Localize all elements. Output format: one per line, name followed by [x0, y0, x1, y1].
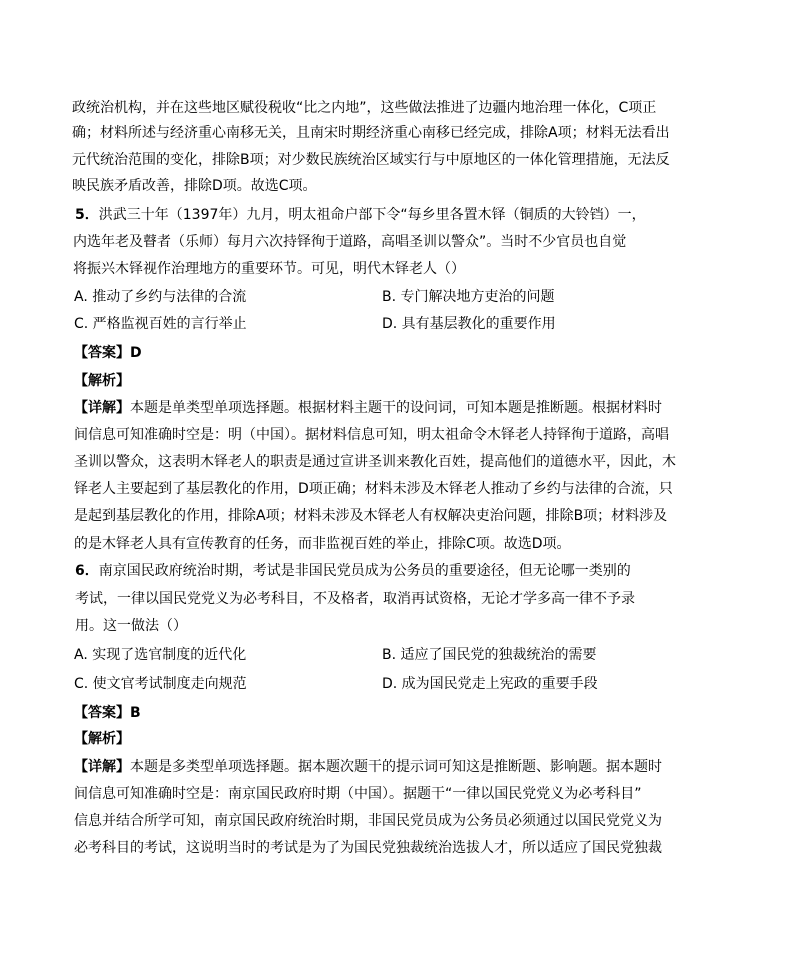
text-line: 元代统治范围的变化，排除B项；对少数民族统治区域实行与中原地区的一体化管理措施，无法反	[72, 152, 670, 168]
detail-line: 是起到基层教化的作用，排除A项；材料未涉及木铎老人有权解决吏治问题，排除B项；材料涉及	[74, 508, 668, 524]
detail-line: 铎老人主要起到了基层教化的作用，D项正确；材料未涉及木铎老人推动了乡约与法律的合流，只	[74, 481, 673, 497]
detail-line: 间信息可知准确时空是：明（中国）。据材料信息可知，明太祖命令木铎老人持铎徇于道路，高唱	[74, 427, 669, 443]
detail-tag: 【详解】	[74, 759, 130, 775]
detail-line: 间信息可知准确时空是：南京国民政府时期（中国）。据题干“一律以国民党党义为必考科目”	[74, 786, 642, 802]
analysis-tag: 【解析】	[74, 731, 130, 747]
detail-line: 圣训以警众，这表明木铎老人的职责是通过宣讲圣训来教化百姓，提高他们的道德水平，因此，木	[74, 454, 676, 470]
option-d: D. 具有基层教化的重要作用	[382, 316, 556, 332]
detail-line: 【详解】本题是多类型单项选择题。据本题次题干的提示词可知这是推断题、影响题。据本题时	[74, 759, 662, 775]
detail-line: 必考科目的考试，这说明当时的考试是为了为国民党独裁统治选拔人才，所以适应了国民党独裁	[74, 840, 662, 856]
text-line: 映民族矛盾改善，排除D项。故选C项。	[72, 178, 317, 194]
question-5-stem-line-1	[75, 205, 646, 225]
question-number: 5．	[75, 207, 99, 223]
detail-tag: 【详解】	[74, 400, 130, 416]
option-b: B. 适应了国民党的独裁统治的需要	[382, 647, 597, 663]
option-c: C. 使文官考试制度走向规范	[74, 676, 247, 692]
option-d: D. 成为国民党走上宪政的重要手段	[382, 676, 598, 692]
detail-line: 的是木铎老人具有宣传教育的任务，而非监视百姓的举止，排除C项。故选D项。	[74, 536, 571, 552]
question-6-stem-line-2: 考试，一律以国民党党义为必考科目，不及格者，取消再试资格，无论才学多高一律不予录	[75, 591, 635, 607]
answer-value: B	[130, 705, 141, 721]
text-line: 确；材料所述与经济重心南移无关，且南宋时期经济重心南移已经完成，排除A项；材料无法看出	[72, 125, 670, 141]
answer-line	[74, 703, 141, 723]
question-5-stem-line-2: 内选年老及瞽者（乐师）每月六次持铎徇于道路，高唱圣训以警众”。当时不少官员也自觉	[73, 234, 627, 250]
option-a: A. 实现了选官制度的近代化	[74, 647, 247, 663]
answer-line	[74, 343, 142, 363]
answer-tag: 【答案】	[74, 345, 130, 361]
question-text: 洪武三十年（1397年）九月，明太祖命户部下令“每乡里各置木铎（铜质的大铃铛）一，	[98, 207, 646, 223]
question-6-stem-line-1	[75, 561, 631, 581]
answer-tag: 【答案】	[74, 705, 130, 721]
text-line: 政统治机构，并在这些地区赋役税收“比之内地”，这些做法推进了边疆内地治理一体化，C项正	[72, 100, 657, 116]
option-c: C. 严格监视百姓的言行举止	[74, 316, 247, 332]
analysis-tag: 【解析】	[74, 373, 130, 389]
answer-value: D	[130, 345, 142, 361]
question-text: 南京国民政府统治时期，考试是非国民党员成为公务员的重要途径，但无论哪一类别的	[98, 563, 631, 579]
question-number: 6．	[75, 563, 99, 579]
question-5-stem-line-3: 将振兴木铎视作治理地方的重要环节。可见，明代木铎老人（）	[73, 261, 465, 277]
detail-line: 信息并结合所学可知，南京国民政府统治时期，非国民党员成为公务员必须通过以国民党党义为	[74, 813, 662, 829]
detail-line: 【详解】本题是单类型单项选择题。根据材料主题干的设问词，可知本题是推断题。根据材料时	[74, 400, 662, 416]
question-6-stem-line-3: 用。这一做法（）	[75, 618, 187, 634]
option-a: A. 推动了乡约与法律的合流	[74, 289, 247, 305]
option-b: B. 专门解决地方吏治的问题	[382, 289, 555, 305]
